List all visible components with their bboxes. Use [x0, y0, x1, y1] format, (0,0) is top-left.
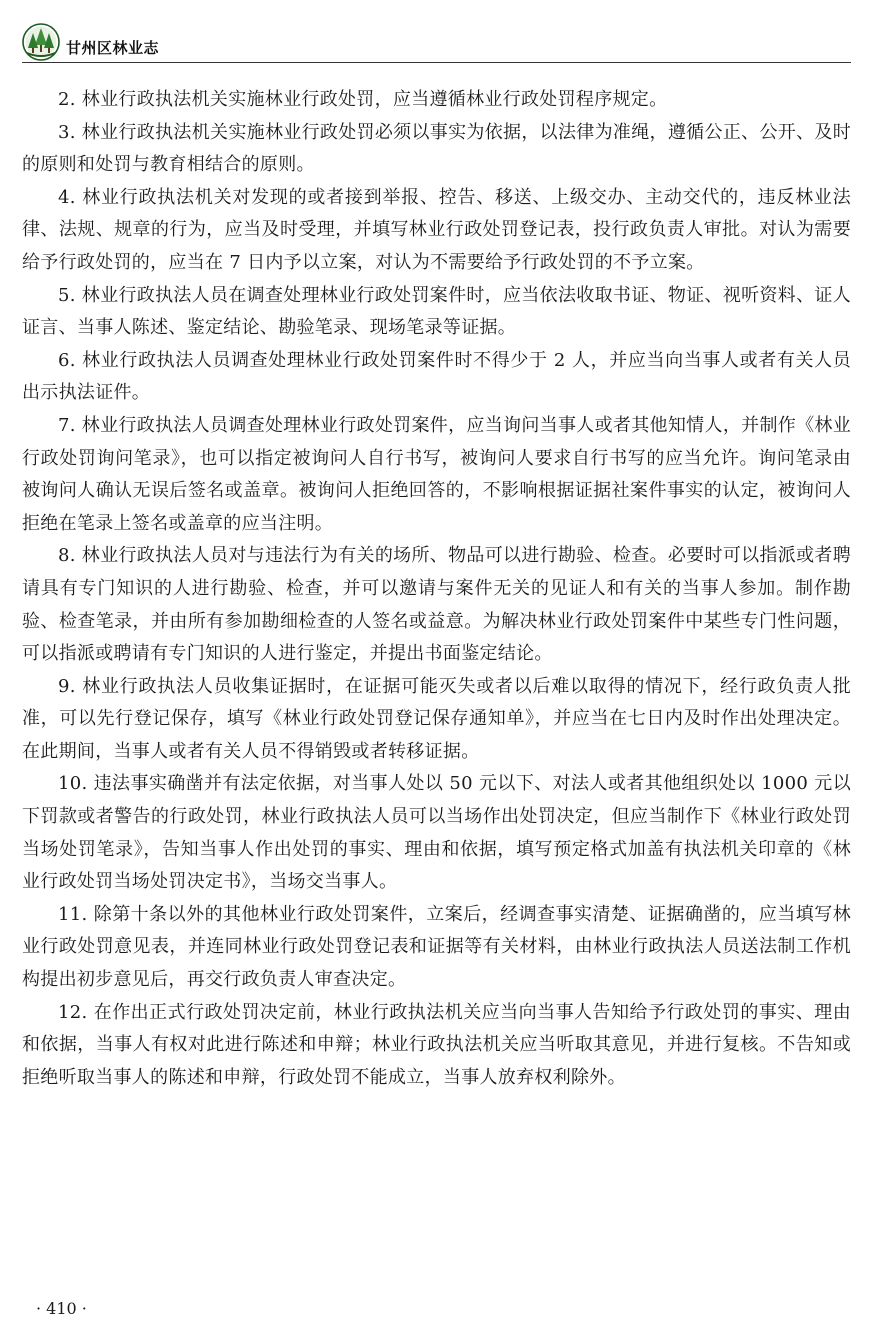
paragraph: 3. 林业行政执法机关实施林业行政处罚必须以事实为依据，以法律为准绳，遵循公正、公开、及时的原则和处罚与教育相结合的原则。: [22, 121, 851, 176]
paragraph: 12. 在作出正式行政处罚决定前，林业行政执法机关应当向当事人告知给予行政处罚的事实、理由和依据，当事人有权对此进行陈述和申辩；林业行政执法机关应当听取其意见，并进行复核。不告知或拒绝听取当事人的陈述和申辩，行政处罚不能成立，当事人放弃权利除外。: [22, 1001, 851, 1088]
paragraph: 11. 除第十条以外的其他林业行政处罚案件，立案后，经调查事实清楚、证据确凿的，应当填写林业行政处罚意见表，并连同林业行政处罚登记表和证据等有关材料，由林业行政执法人员送法制工作机构提出初步意见后，再交行政负责人审查决定。: [22, 903, 851, 991]
page-body: [22, 84, 851, 1094]
page-number: · 410 ·: [36, 1299, 87, 1318]
paragraph: 10. 违法事实确凿并有法定依据，对当事人处以 50 元以下、对法人或者其他组织处以 1000 元以下罚款或者警告的行政处罚，林业行政执法人员可以当场作出处罚决定，但应当制作下《林业行政处罚当场处罚笔录》，告知当事人作出处罚的事实、理由和依据，填写预定格式加盖有执法机关印章的《林业行政处罚当场处罚决定书》，当场交当事人。: [22, 773, 851, 893]
book-title: 甘州区林业志: [66, 39, 160, 57]
paragraph: 7. 林业行政执法人员调查处理林业行政处罚案件，应当询问当事人或者其他知情人，并制作《林业行政处罚询问笔录》，也可以指定被询问人自行书写，被询问人要求自行书写的应当允许。询问笔录由被询问人确认无误后签名或盖章。被询问人拒绝回答的，不影响根据证据社案件事实的认定，被询问人拒绝在笔录上签名或盖章的应当注明。: [22, 414, 851, 534]
paragraph: 5. 林业行政执法人员在调查处理林业行政处罚案件时，应当依法收取书证、物证、视听资料、证人证言、当事人陈述、鉴定结论、勘验笔录、现场笔录等证据。: [22, 284, 851, 339]
page-header: [22, 22, 851, 64]
paragraph: 9. 林业行政执法人员收集证据时，在证据可能灭失或者以后难以取得的情况下，经行政负责人批准，可以先行登记保存，填写《林业行政处罚登记保存通知单》，并应当在七日内及时作出处理决定。在此期间，当事人或者有关人员不得销毁或者转移证据。: [22, 675, 851, 762]
paragraph: 8. 林业行政执法人员对与违法行为有关的场所、物品可以进行勘验、检查。必要时可以指派或者聘请具有专门知识的人进行勘验、检查，并可以邀请与案件无关的见证人和有关的当事人参加。制作勘验、检查笔录，并由所有参加勘细检查的人签名或益意。为解决林业行政处罚案件中某些专门性问题，可以指派或聘请有专门知识的人进行鉴定，并提出书面鉴定结论。: [22, 545, 851, 665]
paragraph: 2. 林业行政执法机关实施林业行政处罚，应当遵循林业行政处罚程序规定。: [58, 89, 668, 110]
header-divider: [22, 62, 851, 63]
paragraph: 6. 林业行政执法人员调查处理林业行政处罚案件时不得少于 2 人，并应当向当事人或者有关人员出示执法证件。: [22, 349, 851, 404]
forest-tree-logo-icon: [22, 23, 60, 61]
paragraph: 4. 林业行政执法机关对发现的或者接到举报、控告、移送、上级交办、主动交代的，违反林业法律、法规、规章的行为，应当及时受理，并填写林业行政处罚登记表，投行政负责人审批。对认为需要给予行政处罚的，应当在 7 日内予以立案，对认为不需要给予行政处罚的不予立案。: [22, 186, 851, 273]
